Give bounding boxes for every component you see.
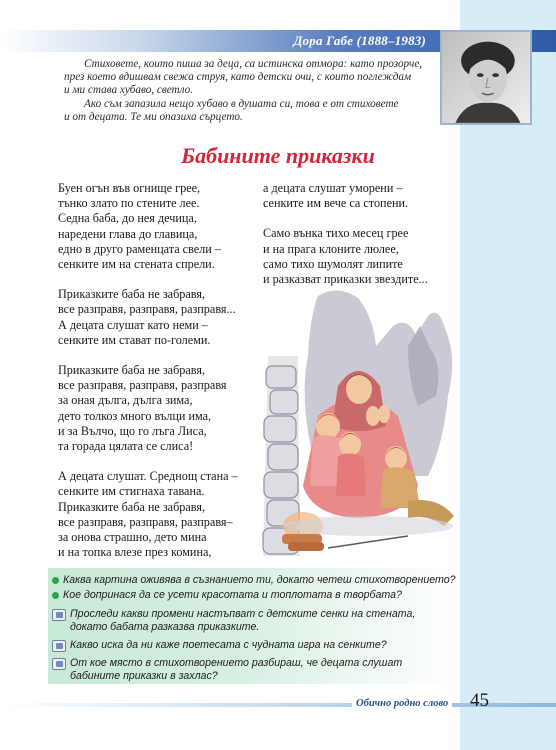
author-intro	[64, 58, 444, 124]
poem-line: и за Вълчо, що го лъга Лиса,	[58, 423, 207, 438]
poem-line: и на прага клоните люлее,	[263, 241, 399, 256]
poem-line: сенките им на стената спрели.	[58, 257, 215, 272]
poem-line: за онова страшно, дето мина	[58, 530, 207, 545]
question-item	[48, 589, 402, 602]
question-line: докато бабата разказва приказките.	[70, 620, 260, 633]
poem-line: все разправя, разправя, разправя–	[58, 514, 233, 529]
poem-line: Приказките баба не забравя,	[58, 499, 206, 514]
poem-line: все разправя, разправя, разправя...	[58, 302, 236, 317]
author-name: Дора Габе (1888–1983)	[293, 33, 426, 48]
questions-box	[48, 568, 460, 684]
question-text	[70, 639, 387, 652]
question-item	[48, 574, 456, 587]
illustration-image	[258, 286, 468, 566]
grandmother-children-illustration	[258, 286, 468, 566]
poem-line: и на топка влезе през комина,	[58, 545, 212, 560]
question-item	[48, 639, 387, 652]
book-task-icon	[52, 640, 66, 652]
poem-line: сенките им стигнаха тавана.	[58, 484, 205, 499]
poem-line: само тихо шумолят липите	[263, 256, 403, 271]
question-line: Каква картина оживява в съзнанието ти, докато четеш стихотворението?	[63, 574, 456, 586]
poem-line: Приказките баба не забравя,	[58, 363, 206, 378]
footer-book-title: Обично родно слово	[352, 698, 452, 709]
question-line: Кое допринася да се усети красотата и топлотата в творбата?	[63, 589, 402, 601]
poem-line: Приказките баба не забравя,	[58, 287, 206, 302]
poem-title: Бабините приказки	[181, 143, 375, 168]
poem-line: Буен огън във огнище грее,	[58, 181, 201, 195]
intro-line: през което вдишвам свежа струя, като детски очи, с които поглеждам	[64, 71, 412, 84]
poem-stanza	[58, 469, 268, 560]
question-line: Какво иска да ни каже поетесата с чудната игра на сенките?	[70, 639, 387, 651]
poem-line: Само вънка тихо месец грее	[263, 226, 409, 241]
poem-stanza	[263, 226, 473, 287]
poem-line: за оная дълга, дълга зима,	[58, 393, 193, 408]
question-text	[63, 574, 456, 587]
poem-left-column	[58, 181, 268, 575]
poem-line: и разказват приказки звездите...	[263, 272, 428, 287]
poem-line: А децата слушат. Среднощ стана –	[58, 469, 238, 484]
intro-line: и от децата. Те ми опазиха сърцето.	[64, 110, 243, 123]
poem-line: тънко злато по стените лее.	[58, 196, 200, 211]
poem-line: а децата слушат уморени –	[263, 181, 403, 195]
green-bullet-icon	[52, 577, 59, 584]
book-task-icon	[52, 609, 66, 621]
poem-stanza	[58, 287, 268, 348]
book-task-icon	[52, 658, 66, 670]
question-text	[70, 657, 402, 682]
intro-paragraph-2	[64, 97, 444, 124]
poem-line: наредени глава до главица,	[58, 226, 198, 241]
question-text	[63, 589, 402, 602]
author-portrait	[440, 30, 532, 125]
page-number: 45	[470, 690, 489, 711]
intro-line: Ако съм запазила нещо хубаво в душата си, това е от стиховете	[84, 97, 399, 110]
question-line: бабините приказки в захлас?	[70, 669, 218, 682]
question-item	[48, 608, 415, 633]
question-item	[48, 657, 402, 682]
portrait-image	[442, 32, 530, 123]
poem-stanza	[263, 181, 473, 211]
intro-line: Стиховете, които пиша за деца, са истинска отмора: като прозорче,	[84, 58, 423, 70]
question-line: От кое място в стихотворението разбираш, че децата слушат	[70, 657, 403, 669]
poem-line: А децата слушат като неми –	[58, 317, 208, 332]
question-line: Проследи какви промени настъпват с детските сенки на стената,	[70, 608, 416, 620]
poem-stanza	[58, 181, 268, 272]
poem-line: дето толкоз много вълци има,	[58, 408, 212, 423]
poem-stanza	[58, 363, 268, 454]
poem-line: сенките им вече са стопени.	[263, 196, 409, 211]
question-text	[70, 608, 415, 633]
poem-right-column	[263, 181, 473, 302]
intro-line: и ми става хубаво, светло.	[64, 84, 194, 97]
poem-line: сенките им стават по-големи.	[58, 332, 211, 347]
green-bullet-icon	[52, 592, 59, 599]
poem-line: Седна баба, до нея дечица,	[58, 211, 197, 226]
poem-line: едно в друго раменцата свели –	[58, 241, 221, 256]
poem-line: та горада цялата се слиса!	[58, 439, 194, 454]
poem-line: все разправя, разправя, разправя	[58, 378, 227, 393]
intro-paragraph-1	[64, 58, 444, 98]
